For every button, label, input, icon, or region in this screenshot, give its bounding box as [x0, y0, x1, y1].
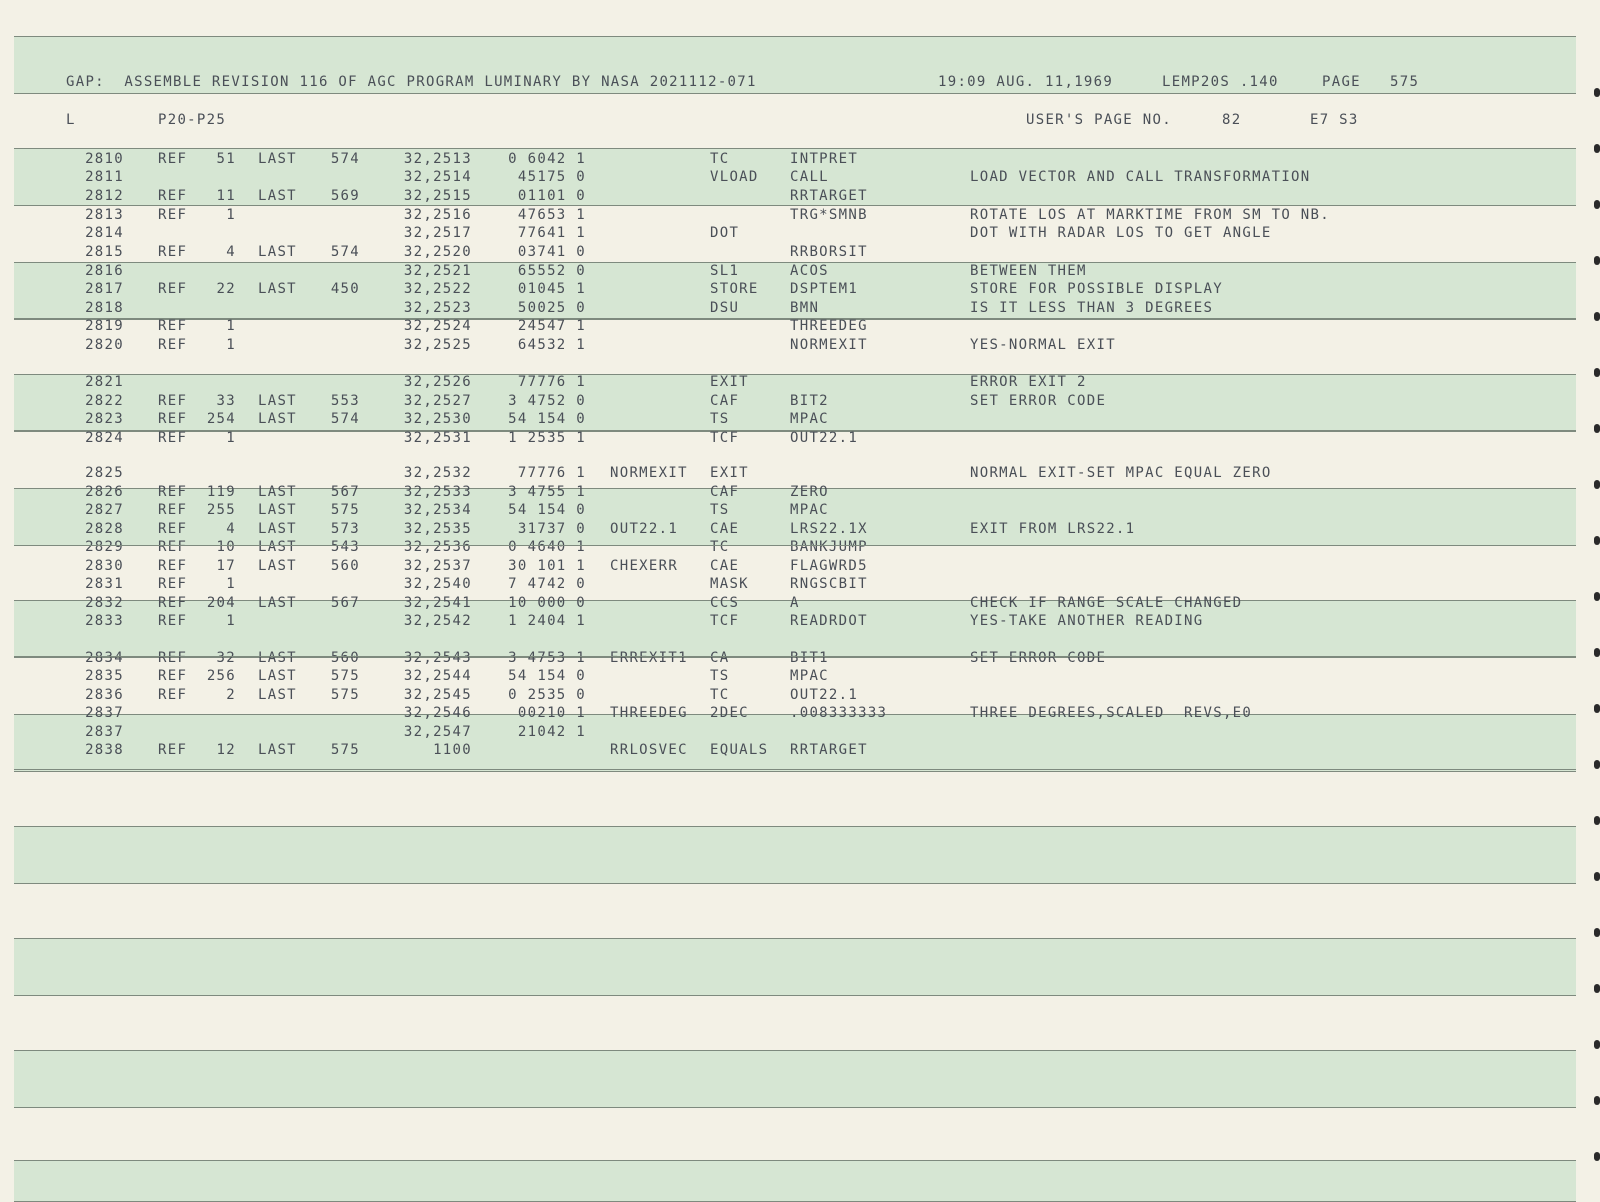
- last-page: 575: [330, 502, 360, 518]
- line-number: 2827: [85, 502, 124, 518]
- last-label: LAST: [258, 244, 297, 260]
- paper-rule: [14, 656, 1576, 657]
- ref-label: REF: [158, 502, 188, 518]
- line-number: 2817: [85, 281, 124, 297]
- operand: MPAC: [790, 411, 829, 427]
- octal-word: 03741 0: [517, 244, 586, 260]
- opcode: 2DEC: [710, 705, 749, 721]
- table-row: [0, 558, 1600, 576]
- opcode: DSU: [710, 300, 740, 316]
- address: 32,2545: [403, 687, 472, 703]
- address: 32,2541: [403, 595, 472, 611]
- address: 32,2514: [403, 169, 472, 185]
- octal-word: 77776 1: [517, 465, 586, 481]
- page-number: 575: [1390, 74, 1420, 90]
- line-number: 2811: [85, 169, 124, 185]
- line-number: 2816: [85, 263, 124, 279]
- octal-word: 1 2535 1: [508, 430, 586, 446]
- line-number: 2837: [85, 724, 124, 740]
- table-row: [0, 465, 1600, 483]
- last-page: 567: [330, 595, 360, 611]
- ref-count: 4: [226, 521, 236, 537]
- ref-label: REF: [158, 151, 188, 167]
- last-label: LAST: [258, 595, 297, 611]
- comment: BETWEEN THEM: [970, 263, 1087, 279]
- last-page: 575: [330, 687, 360, 703]
- table-row: [0, 300, 1600, 318]
- last-page: 450: [330, 281, 360, 297]
- line-number: 2837: [85, 705, 124, 721]
- ref-label: REF: [158, 521, 188, 537]
- octal-word: 01045 1: [517, 281, 586, 297]
- users-page-number: 82: [1222, 112, 1242, 128]
- ref-count: 10: [216, 539, 236, 555]
- table-row: [0, 576, 1600, 594]
- line-number: 2832: [85, 595, 124, 611]
- table-row: [0, 742, 1600, 760]
- address: 32,2540: [403, 576, 472, 592]
- octal-word: 01101 0: [517, 188, 586, 204]
- octal-word: 0 2535 0: [508, 687, 586, 703]
- operand: LRS22.1X: [790, 521, 868, 537]
- location-label: CHEXERR: [610, 558, 679, 574]
- ref-count: 22: [216, 281, 236, 297]
- feed-hole: [1594, 1096, 1600, 1105]
- operand: BIT1: [790, 650, 829, 666]
- opcode: TCF: [710, 430, 740, 446]
- comment: YES-TAKE ANOTHER READING: [970, 613, 1204, 629]
- octal-word: 0 6042 1: [508, 151, 586, 167]
- ref-count: 1: [226, 613, 236, 629]
- table-row: [0, 151, 1600, 169]
- address: 32,2530: [403, 411, 472, 427]
- address: 32,2517: [403, 225, 472, 241]
- operand: RRTARGET: [790, 188, 868, 204]
- table-row: [0, 318, 1600, 336]
- table-row: [0, 539, 1600, 557]
- octal-word: 3 4753 1: [508, 650, 586, 666]
- line-number: 2833: [85, 613, 124, 629]
- address: 32,2531: [403, 430, 472, 446]
- last-label: LAST: [258, 558, 297, 574]
- line-number: 2818: [85, 300, 124, 316]
- opcode: TC: [710, 687, 730, 703]
- octal-word: 54 154 0: [508, 502, 586, 518]
- last-label: LAST: [258, 281, 297, 297]
- table-row: [0, 705, 1600, 723]
- address: 32,2513: [403, 151, 472, 167]
- ref-label: REF: [158, 244, 188, 260]
- paper-band: [14, 938, 1576, 996]
- print-datetime: 19:09 AUG. 11,1969: [938, 74, 1114, 90]
- ref-count: 1: [226, 576, 236, 592]
- table-row: [0, 411, 1600, 429]
- comment: ERROR EXIT 2: [970, 374, 1087, 390]
- last-label: LAST: [258, 393, 297, 409]
- line-number: 2812: [85, 188, 124, 204]
- feed-hole: [1594, 872, 1600, 881]
- ref-label: REF: [158, 484, 188, 500]
- opcode: EXIT: [710, 465, 749, 481]
- last-label: LAST: [258, 411, 297, 427]
- table-row: [0, 521, 1600, 539]
- operand: READRDOT: [790, 613, 868, 629]
- opcode: EQUALS: [710, 742, 769, 758]
- last-page: 553: [330, 393, 360, 409]
- opcode: VLOAD: [710, 169, 759, 185]
- feed-hole: [1594, 984, 1600, 993]
- comment: YES-NORMAL EXIT: [970, 337, 1116, 353]
- feed-hole: [1594, 1152, 1600, 1161]
- ref-label: REF: [158, 188, 188, 204]
- last-page: 575: [330, 668, 360, 684]
- table-row: [0, 281, 1600, 299]
- address: 32,2544: [403, 668, 472, 684]
- last-page: 575: [330, 742, 360, 758]
- listing-flag: L: [66, 112, 76, 128]
- ref-label: REF: [158, 411, 188, 427]
- line-number: 2828: [85, 521, 124, 537]
- line-number: 2829: [85, 539, 124, 555]
- line-number: 2813: [85, 207, 124, 223]
- last-page: 560: [330, 650, 360, 666]
- line-number: 2810: [85, 151, 124, 167]
- octal-word: 24547 1: [517, 318, 586, 334]
- octal-word: 30 101 1: [508, 558, 586, 574]
- address: 32,2522: [403, 281, 472, 297]
- section-name: P20-P25: [158, 112, 227, 128]
- ref-label: REF: [158, 539, 188, 555]
- comment: NORMAL EXIT-SET MPAC EQUAL ZERO: [970, 465, 1272, 481]
- ref-count: 204: [206, 595, 236, 611]
- line-number: 2820: [85, 337, 124, 353]
- ref-label: REF: [158, 337, 188, 353]
- last-page: 567: [330, 484, 360, 500]
- comment: IS IT LESS THAN 3 DEGREES: [970, 300, 1214, 316]
- octal-word: 45175 0: [517, 169, 586, 185]
- opcode: STORE: [710, 281, 759, 297]
- opcode: CAF: [710, 484, 740, 500]
- comment: CHECK IF RANGE SCALE CHANGED: [970, 595, 1243, 611]
- octal-word: 77776 1: [517, 374, 586, 390]
- line-number: 2814: [85, 225, 124, 241]
- ref-label: REF: [158, 668, 188, 684]
- operand: OUT22.1: [790, 687, 859, 703]
- octal-word: 54 154 0: [508, 668, 586, 684]
- paper-band: [14, 1160, 1576, 1202]
- operand: INTPRET: [790, 151, 859, 167]
- comment: THREE DEGREES,SCALED REVS,E0: [970, 705, 1253, 721]
- ref-count: 256: [206, 668, 236, 684]
- last-label: LAST: [258, 151, 297, 167]
- paper-rule: [14, 545, 1576, 546]
- address: 32,2537: [403, 558, 472, 574]
- table-row: [0, 169, 1600, 187]
- last-page: 569: [330, 188, 360, 204]
- ref-count: 12: [216, 742, 236, 758]
- operand: OUT22.1: [790, 430, 859, 446]
- ref-count: 2: [226, 687, 236, 703]
- table-row: [0, 687, 1600, 705]
- line-number: 2838: [85, 742, 124, 758]
- ref-label: REF: [158, 558, 188, 574]
- section-code: E7 S3: [1310, 112, 1359, 128]
- ref-count: 1: [226, 337, 236, 353]
- last-label: LAST: [258, 650, 297, 666]
- octal-word: 47653 1: [517, 207, 586, 223]
- octal-word: 65552 0: [517, 263, 586, 279]
- address: 32,2532: [403, 465, 472, 481]
- paper-band: [14, 826, 1576, 884]
- line-number: 2822: [85, 393, 124, 409]
- opcode: TS: [710, 668, 730, 684]
- ref-label: REF: [158, 393, 188, 409]
- address: 32,2527: [403, 393, 472, 409]
- address: 32,2516: [403, 207, 472, 223]
- line-number: 2831: [85, 576, 124, 592]
- operand: BMN: [790, 300, 820, 316]
- table-row: [0, 668, 1600, 686]
- address: 32,2521: [403, 263, 472, 279]
- line-number: 2821: [85, 374, 124, 390]
- ref-count: 32: [216, 650, 236, 666]
- ref-label: REF: [158, 576, 188, 592]
- table-row: [0, 502, 1600, 520]
- line-number: 2823: [85, 411, 124, 427]
- job-id: LEMP20S .140: [1162, 74, 1279, 90]
- operand: NORMEXIT: [790, 337, 868, 353]
- paper-rule: [14, 318, 1576, 319]
- listing-header: [0, 74, 1600, 92]
- address: 32,2524: [403, 318, 472, 334]
- ref-label: REF: [158, 595, 188, 611]
- table-row: [0, 337, 1600, 355]
- line-number: 2835: [85, 668, 124, 684]
- ref-count: 255: [206, 502, 236, 518]
- ref-count: 254: [206, 411, 236, 427]
- operand: BANKJUMP: [790, 539, 868, 555]
- ref-count: 119: [206, 484, 236, 500]
- comment: SET ERROR CODE: [970, 650, 1107, 666]
- comment: DOT WITH RADAR LOS TO GET ANGLE: [970, 225, 1272, 241]
- line-number: 2826: [85, 484, 124, 500]
- comment: STORE FOR POSSIBLE DISPLAY: [970, 281, 1223, 297]
- ref-label: REF: [158, 742, 188, 758]
- table-row: [0, 393, 1600, 411]
- octal-word: 3 4755 1: [508, 484, 586, 500]
- location-label: ERREXIT1: [610, 650, 688, 666]
- table-row: [0, 374, 1600, 392]
- paper-rule: [14, 430, 1576, 431]
- opcode: CAF: [710, 393, 740, 409]
- operand: RRBORSIT: [790, 244, 868, 260]
- address: 32,2515: [403, 188, 472, 204]
- octal-word: 64532 1: [517, 337, 586, 353]
- last-page: 574: [330, 411, 360, 427]
- line-number: 2815: [85, 244, 124, 260]
- opcode: DOT: [710, 225, 740, 241]
- octal-word: 21042 1: [517, 724, 586, 740]
- opcode: CA: [710, 650, 730, 666]
- ref-label: REF: [158, 318, 188, 334]
- last-page: 560: [330, 558, 360, 574]
- feed-hole: [1594, 816, 1600, 825]
- table-row: [0, 484, 1600, 502]
- operand: .008333333: [790, 705, 888, 721]
- operand: ZERO: [790, 484, 829, 500]
- octal-word: 0 4640 1: [508, 539, 586, 555]
- table-row: [0, 650, 1600, 668]
- last-label: LAST: [258, 687, 297, 703]
- ref-label: REF: [158, 207, 188, 223]
- last-label: LAST: [258, 502, 297, 518]
- feed-hole: [1594, 760, 1600, 769]
- octal-word: 1 2404 1: [508, 613, 586, 629]
- ref-count: 1: [226, 207, 236, 223]
- last-label: LAST: [258, 742, 297, 758]
- last-page: 543: [330, 539, 360, 555]
- operand: DSPTEM1: [790, 281, 859, 297]
- table-row: [0, 207, 1600, 225]
- operand: FLAGWRD5: [790, 558, 868, 574]
- opcode: CAE: [710, 558, 740, 574]
- last-label: LAST: [258, 668, 297, 684]
- last-page: 574: [330, 151, 360, 167]
- line-number: 2825: [85, 465, 124, 481]
- address: 32,2536: [403, 539, 472, 555]
- address: 32,2546: [403, 705, 472, 721]
- address: 32,2543: [403, 650, 472, 666]
- ref-count: 11: [216, 188, 236, 204]
- listing-subheader: [0, 112, 1600, 130]
- address: 32,2526: [403, 374, 472, 390]
- operand: TRG*SMNB: [790, 207, 868, 223]
- operand: MPAC: [790, 668, 829, 684]
- operand: ACOS: [790, 263, 829, 279]
- page-label: PAGE: [1322, 74, 1361, 90]
- last-label: LAST: [258, 484, 297, 500]
- comment: LOAD VECTOR AND CALL TRANSFORMATION: [970, 169, 1311, 185]
- octal-word: 77641 1: [517, 225, 586, 241]
- operand: CALL: [790, 169, 829, 185]
- ref-count: 4: [226, 244, 236, 260]
- octal-word: 00210 1: [517, 705, 586, 721]
- opcode: EXIT: [710, 374, 749, 390]
- ref-count: 1: [226, 318, 236, 334]
- location-label: RRLOSVEC: [610, 742, 688, 758]
- operand: THREEDEG: [790, 318, 868, 334]
- opcode: TC: [710, 539, 730, 555]
- octal-word: 3 4752 0: [508, 393, 586, 409]
- users-page-label: USER'S PAGE NO.: [1026, 112, 1172, 128]
- opcode: TS: [710, 502, 730, 518]
- operand: RNGSCBIT: [790, 576, 868, 592]
- assembly-title: GAP: ASSEMBLE REVISION 116 OF AGC PROGRAM LUMINARY BY NASA 2021112-071: [66, 74, 757, 90]
- opcode: CAE: [710, 521, 740, 537]
- comment: SET ERROR CODE: [970, 393, 1107, 409]
- table-row: [0, 724, 1600, 742]
- ref-label: REF: [158, 281, 188, 297]
- octal-word: 50025 0: [517, 300, 586, 316]
- ref-count: 51: [216, 151, 236, 167]
- last-page: 574: [330, 244, 360, 260]
- ref-label: REF: [158, 613, 188, 629]
- table-row: [0, 595, 1600, 613]
- address: 32,2523: [403, 300, 472, 316]
- line-number: 2830: [85, 558, 124, 574]
- line-number: 2824: [85, 430, 124, 446]
- opcode: TC: [710, 151, 730, 167]
- opcode: MASK: [710, 576, 749, 592]
- ref-count: 17: [216, 558, 236, 574]
- address: 32,2533: [403, 484, 472, 500]
- line-number: 2819: [85, 318, 124, 334]
- opcode: SL1: [710, 263, 740, 279]
- operand: MPAC: [790, 502, 829, 518]
- table-row: [0, 430, 1600, 448]
- paper-band: [14, 1050, 1576, 1108]
- ref-label: REF: [158, 687, 188, 703]
- paper-rule: [14, 205, 1576, 206]
- line-number: 2834: [85, 650, 124, 666]
- feed-hole: [1594, 1040, 1600, 1049]
- operand: BIT2: [790, 393, 829, 409]
- octal-word: 31737 0: [517, 521, 586, 537]
- address: 1100: [433, 742, 472, 758]
- address: 32,2520: [403, 244, 472, 260]
- octal-word: 7 4742 0: [508, 576, 586, 592]
- address: 32,2534: [403, 502, 472, 518]
- opcode: TS: [710, 411, 730, 427]
- table-row: [0, 225, 1600, 243]
- address: 32,2525: [403, 337, 472, 353]
- opcode: TCF: [710, 613, 740, 629]
- feed-hole: [1594, 928, 1600, 937]
- operand: RRTARGET: [790, 742, 868, 758]
- table-row: [0, 244, 1600, 262]
- last-page: 573: [330, 521, 360, 537]
- address: 32,2535: [403, 521, 472, 537]
- ref-label: REF: [158, 650, 188, 666]
- comment: EXIT FROM LRS22.1: [970, 521, 1136, 537]
- ref-count: 33: [216, 393, 236, 409]
- last-label: LAST: [258, 539, 297, 555]
- ref-count: 1: [226, 430, 236, 446]
- address: 32,2547: [403, 724, 472, 740]
- last-label: LAST: [258, 188, 297, 204]
- octal-word: 54 154 0: [508, 411, 586, 427]
- last-label: LAST: [258, 521, 297, 537]
- ref-label: REF: [158, 430, 188, 446]
- address: 32,2542: [403, 613, 472, 629]
- line-number: 2836: [85, 687, 124, 703]
- operand: A: [790, 595, 800, 611]
- paper-rule: [14, 769, 1576, 770]
- location-label: NORMEXIT: [610, 465, 688, 481]
- location-label: THREEDEG: [610, 705, 688, 721]
- comment: ROTATE LOS AT MARKTIME FROM SM TO NB.: [970, 207, 1330, 223]
- location-label: OUT22.1: [610, 521, 679, 537]
- table-row: [0, 263, 1600, 281]
- table-row: [0, 188, 1600, 206]
- octal-word: 10 000 0: [508, 595, 586, 611]
- opcode: CCS: [710, 595, 740, 611]
- table-row: [0, 613, 1600, 631]
